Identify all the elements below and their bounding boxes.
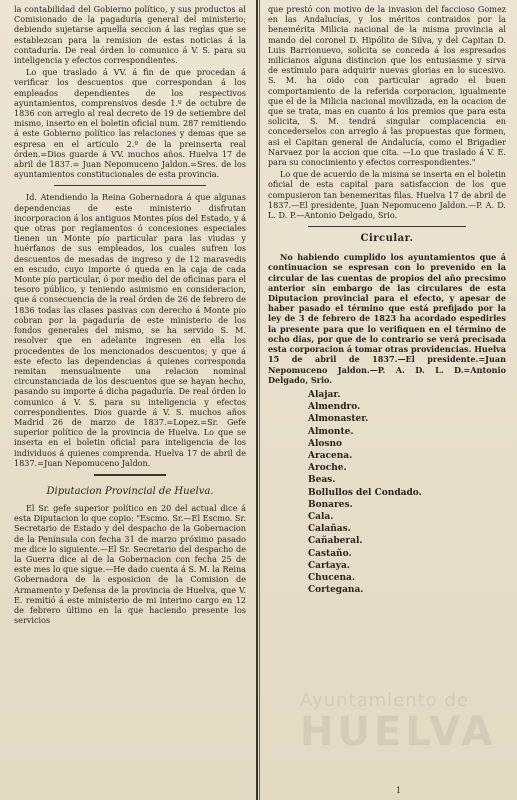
- list-item: Aroche.: [308, 463, 347, 474]
- section-heading: Diputacion Provincial de Huelva.: [46, 485, 214, 497]
- list-item: Alajar.: [308, 389, 341, 400]
- paragraph: que prestó con motivo de la invasion del faccioso Gomez en las Andalucías, y los méritos contraidos por la benemérita Milicia nacional de la misma provincia al mando del coronel D. Hipólito de Silva, y del Capitan D. Luis Barrionuevo, solicita se conceda á los espresados milicianos alguna distincion que los entusiasme y sirva de estímulo para adquirir nuevas glorias en lo sucesivo. S. M. ha oido con particular agrado el buen comportamiento de la referida corporacion, igualmente que el de la Milicia nacional movilizada, en la ocacion de que se trata, mas en cuanto á los premios que para esta solicita, S. M. tendrá singular complacencia en concederselos con arreglo á las propuestas que formen, asi el Capitan general de Andalucía, como el Brigadier Narvaez por la accion que cita. —Lo que traslado á V. E. para su conocimiento y efectos correspondientes.": [268, 4, 506, 168]
- list-item: Cartaya.: [308, 560, 350, 571]
- list-item: Bollullos del Condado.: [308, 487, 422, 498]
- circular-paragraph: No habiendo cumplido los ayuntamientos que á continuacion se espresan con lo prevenido en la circular de las cuentas de propios del año precsimo anterior sin embargo de las circulares de esta Diputacion provincial para el efecto, y apesar de haber pasado el término que está prefijado por la ley de 3 de febrero de 1823 ha acordado espedirles la presente para que lo verifiquen en el término de ocho dias, por que de lo contrario se verá precisada esta corporacion á tomar otras providencias. Huelva 15 de abril de 1837.—El presidente.=Juan Nepomuceno Jaldon.—P. A. D. L. D.=Antonio Delgado, Srio.: [268, 252, 506, 385]
- list-item: Aracena.: [308, 450, 353, 461]
- list-item: Almonte.: [308, 426, 354, 437]
- separator-rule: [54, 185, 206, 186]
- paragraph-id: Id. Atendiendo la Reina Gobernadora á que algunas dependencias de este ministerio disfrutan incorporacion á los antiguos Montes píos del Estado, y á que otras por reglamentos ó concesiones especiales tienen un Monte pío particular para las viudas y huérfanos de sus empleados, los cuales sufren los descuentos de mesadas de ingreso y de 12 maravedis en escudo, cuyo importe ó queda en la caja de cada Monte pío particular, ó por medio del de oficinas para el tesoro público, y teniendo asimismo en consideracion, que á consecuencia de la real órden de 26 de febrero de 1836 todas las clases pasivas con derecho á Monte pío cobran por la pagaduría de este ministerio de los fondos generales del mismo, se ha servido S. M. resolver que en adelante ingresen en ella los procedentes de los mencionados descuentos; y que á este efecto las dependencias á quienes corresponda remitan mensualmente una relacion nominal circunstanciada de los descuentos que se hayan hecho, pasando su importe á dicha pagaduría. De real órden lo comunico á V. S. para su inteligencia y efectos correspondientes. Dios guarde á V. S. muchos años Madrid 26 de marzo de 1837.=Lopez.=Sr. Gefe superior político de la provincia de Huelva. Lo que se inserta en el boletin oficial para inteligencia de los individuos á quienes comprenda. Huelva 17 de abril de 1837.=Juan Nepomuceno Jaldon.: [14, 192, 247, 468]
- separator-rule: [94, 474, 166, 476]
- column-divider: [256, 0, 258, 800]
- separator-rule: [308, 226, 466, 227]
- paragraph: El Sr. gefe superior político en 20 del actual dice á esta Diputacion lo que copio: "Escmo. Sr.—El Escmo. Sr. Secretario de Estado y del despacho de la Gobernacion de la Península con fecha 31 de marzo próximo pasado me dice lo siguiente.—El Sr. Secretario del despacho de la Guerra dice al de la Gobernacion con fecha 25 de este mes lo que sigue.—He dado cuenta á S. M. la Reina Gobernadora de la esposicion de la Comision de Armamento y Defensa de la provincia de Huelva, que V. E. remitió á este ministerio de mi interino cargo en 12 de febrero último en la que haciendo presente los servicios: [14, 502, 246, 626]
- list-item: Almendro.: [308, 402, 361, 413]
- list-item: Cortegana.: [308, 585, 364, 596]
- column-divider-thin: [259, 0, 260, 800]
- paragraph: Lo que de acuerdo de la misma se inserta en el boletin oficial de esta capital para satisfaccion de los que compusieron tan benemeritas filas. Huelva 17 de abril de 1837.—El presidente, Juan Nepomuceno Jaldon.—P. A. D. L. D. P.—Antonio Delgado, Srio.: [268, 169, 506, 221]
- watermark: [300, 690, 510, 753]
- list-item: Calañas.: [308, 524, 351, 535]
- list-item: Beas.: [308, 475, 336, 486]
- right-column: [268, 4, 506, 596]
- watermark-logo-text: HUELVA: [300, 709, 497, 755]
- list-item: Castaño.: [308, 548, 352, 559]
- list-item: Bonares.: [308, 499, 353, 510]
- list-item: Cañaberal.: [308, 536, 363, 547]
- watermark-line: Ayuntamiento de: [300, 690, 469, 711]
- circular-heading: Circular.: [360, 233, 414, 245]
- town-list: [308, 389, 506, 596]
- paragraph: la contabilidad del Gobierno político, y sus productos al Comisionado de la pagaduría general del ministerio; debiendo sujetarse aquella seccion á las reglas que se establezcan para la remision de estas noticias á la contaduría. De real órden lo comunico á V. S. para su inteligencia y efectos correspondientes.: [14, 4, 246, 66]
- list-item: Chucena.: [308, 572, 355, 583]
- paragraph: Lo que traslado á VV. á fin de que procedan á verificar los descuentos que correspondan á los empleados dependientes de los respectivos ayuntamientos, comprensivos desde 1.º de octubre de 1836 con arreglo al real decreto de 19 de setiembre del mismo, inserto en el boletin oficial num. 287 remitiendo á este Gobierno político las relaciones y demas que se espresa en el articulo 2.º de la preinserta real órden.=Dios guarde á VV. muchos años. Huelva 17 de abril de 1837.= Juan Nepomuceno Jaldon.=Sres. de los ayuntamientos constitucionales de esta provincia.: [14, 67, 246, 180]
- left-column: [14, 4, 246, 627]
- list-item: Alosno: [308, 438, 343, 449]
- list-item: Cala.: [308, 511, 334, 522]
- list-item: Almonaster.: [308, 414, 369, 425]
- page-number: 1: [396, 786, 402, 795]
